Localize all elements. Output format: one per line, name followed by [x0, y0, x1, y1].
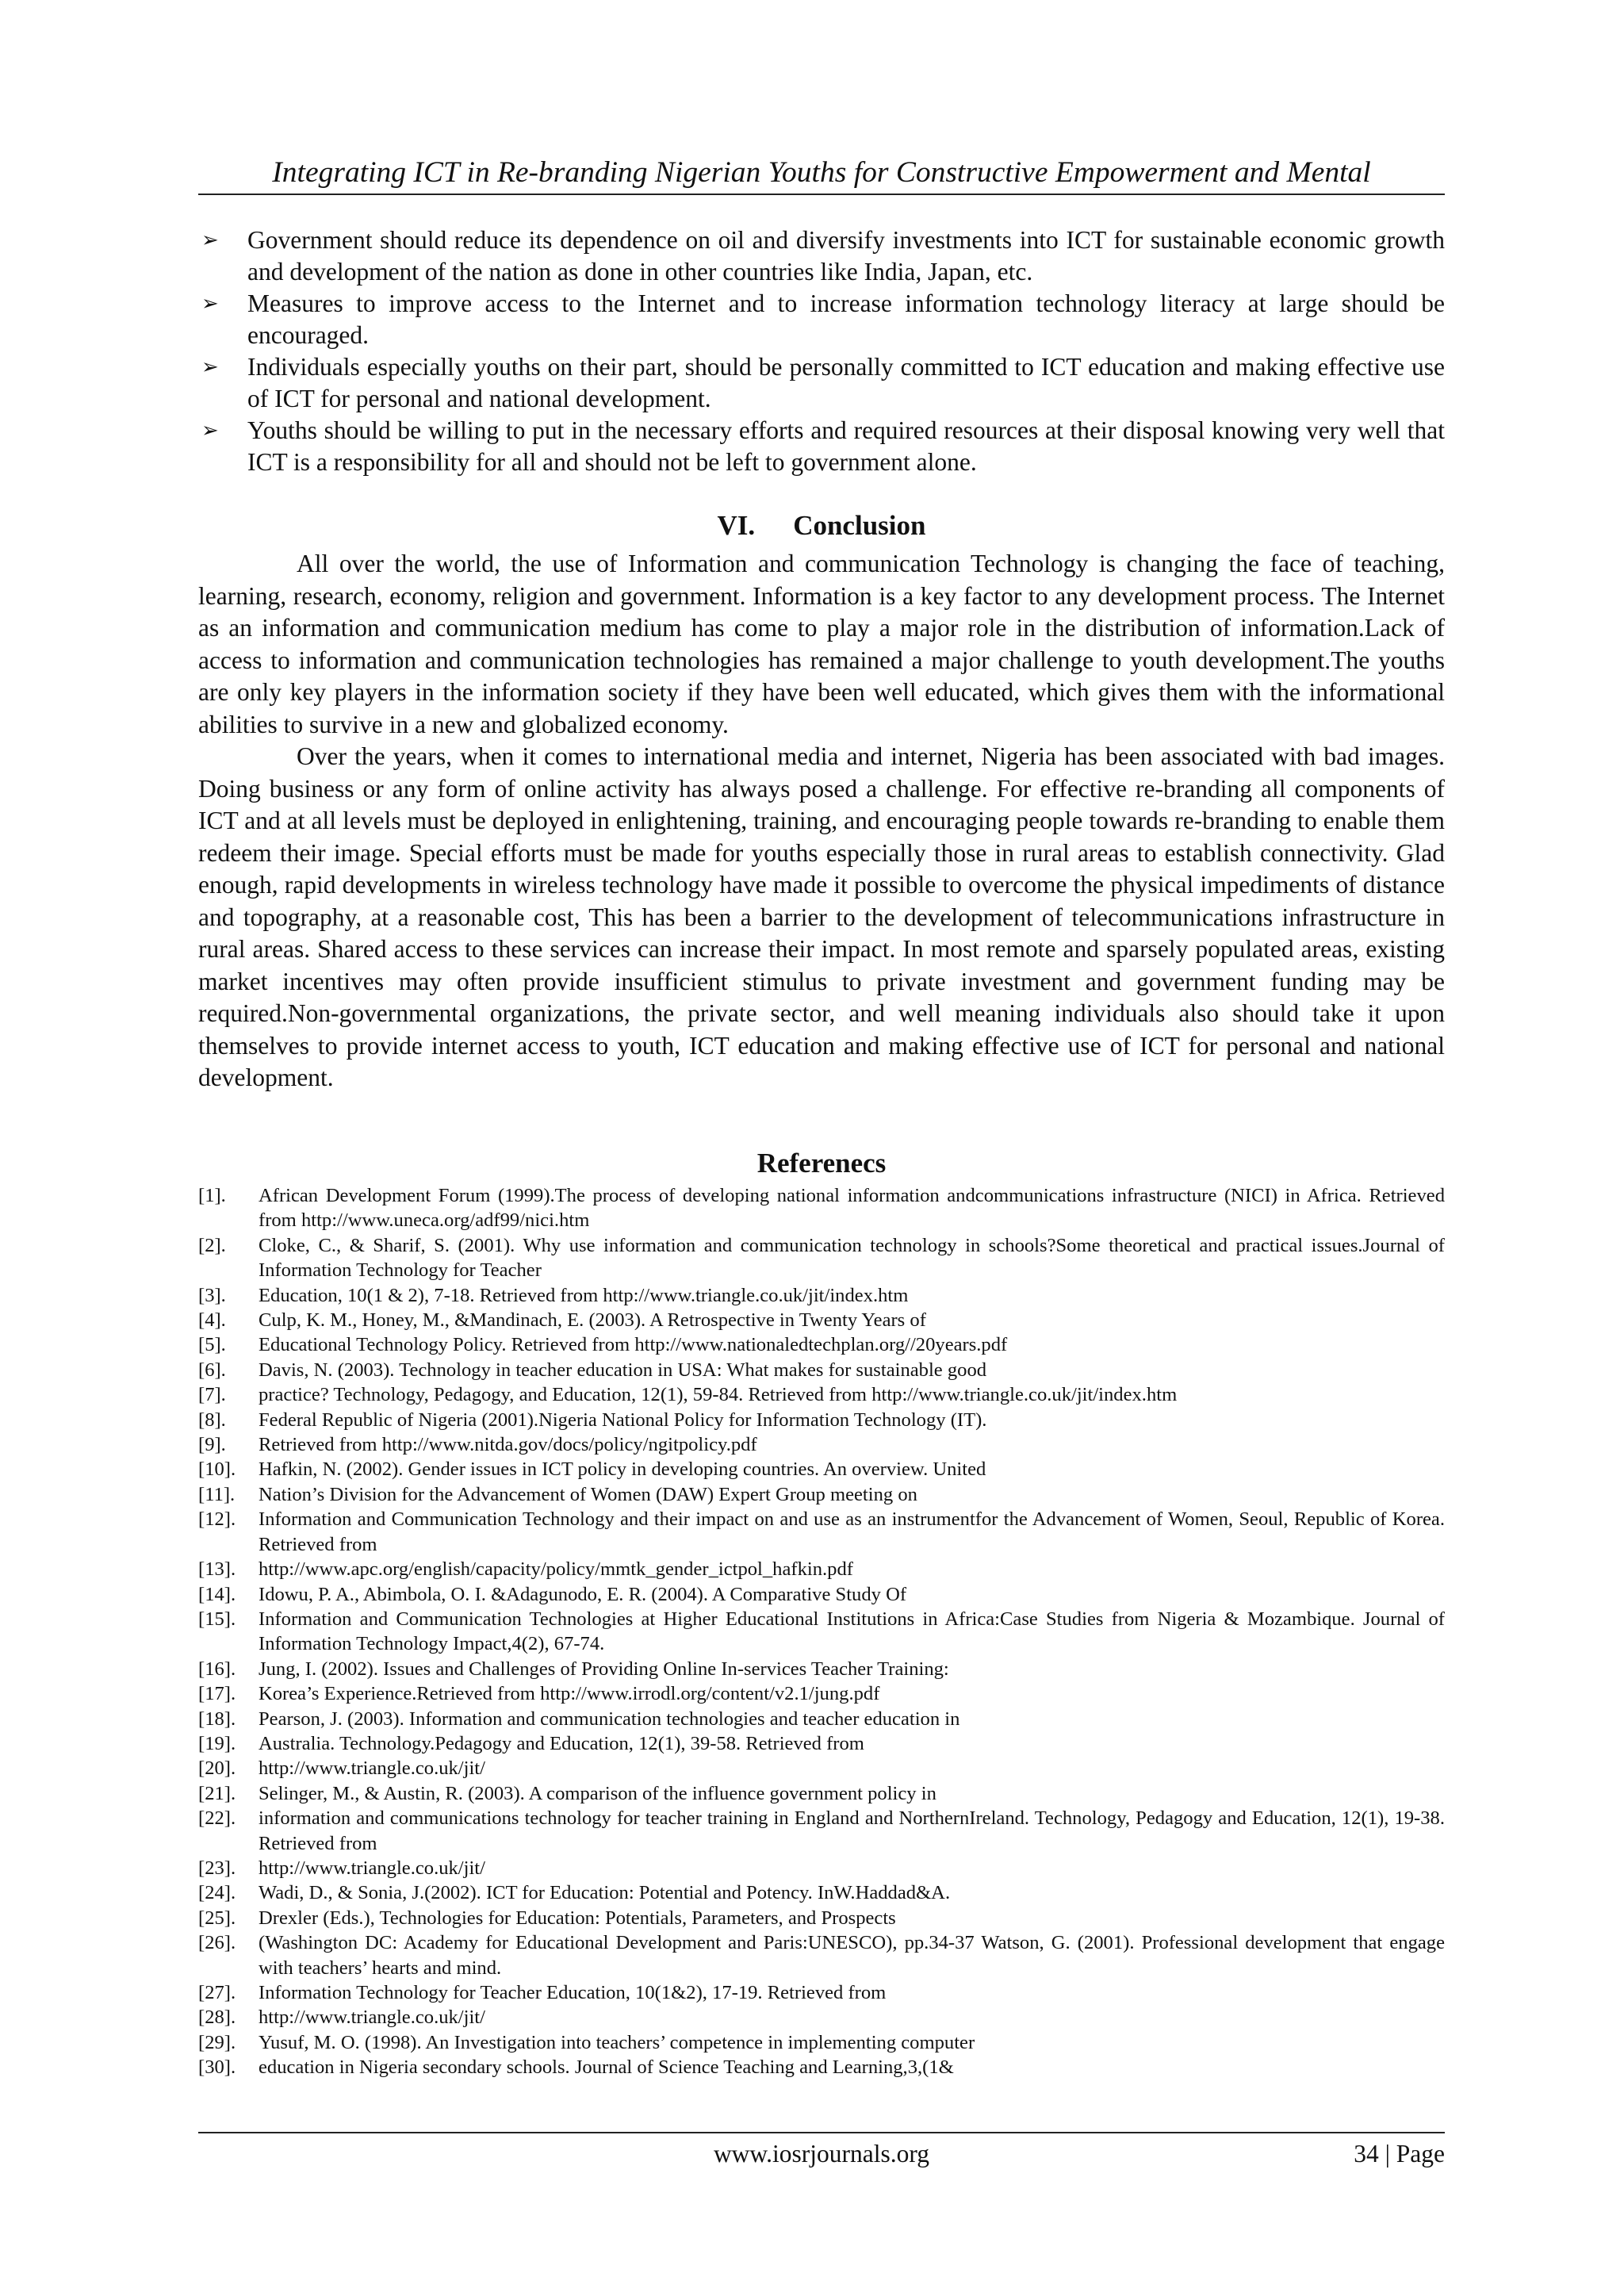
reference-text: Davis, N. (2003). Technology in teacher education in USA: What makes for sustainable good — [259, 1359, 987, 1381]
reference-text: http://www.triangle.co.uk/jit/ — [259, 1757, 485, 1780]
recommendation-item — [198, 415, 1445, 478]
reference-text: Idowu, P. A., Abimbola, O. I. &Adagunodo, E. R. (2004). A Comparative Study Of — [259, 1583, 907, 1605]
arrow-bullet-icon: ➢ — [201, 419, 219, 443]
reference-item — [198, 2055, 1445, 2079]
running-header: Integrating ICT in Re-branding Nigerian Youths for Constructive Empowerment and Mental — [272, 156, 1371, 189]
reference-number: [10]. — [198, 1458, 236, 1481]
reference-item — [198, 1707, 1445, 1731]
reference-text: Culp, K. M., Honey, M., &Mandinach, E. (2003). A Retrospective in Twenty Years of — [259, 1309, 926, 1332]
reference-number: [30]. — [198, 2056, 236, 2079]
reference-item — [198, 1880, 1445, 1905]
reference-text: Education, 10(1 & 2), 7-18. Retrieved from http://www.triangle.co.uk/jit/index.htm — [259, 1284, 909, 1306]
reference-item — [198, 1756, 1445, 1780]
footer-page-number: 34 | Page — [1354, 2140, 1445, 2168]
reference-text: Information Technology for Teacher Education, 10(1&2), 17-19. Retrieved from — [259, 1982, 887, 2003]
reference-number: [15]. — [198, 1608, 236, 1630]
section-number: VI. — [717, 510, 756, 541]
conclusion-paragraph: All over the world, the use of Information and communication Technology is changing the face of teaching, learning, research, economy, religion and government. Information is a key factor to any development process. The Internet as an information and communication medium has come to play a major role in the distribution of information.Lack of access to information and communication technologies has remained a major challenge to youth development.The youths are only key players in the information society if they have been well educated, which gives them with the informational abilities to survive in a new and globalized economy. — [198, 550, 1445, 738]
reference-text: Wadi, D., & Sonia, J.(2002). ICT for Education: Potential and Potency. InW.Haddad&A. — [259, 1882, 951, 1904]
reference-item — [198, 1681, 1445, 1706]
reference-item — [198, 1457, 1445, 1481]
reference-text: practice? Technology, Pedagogy, and Education, 12(1), 59-84. Retrieved from http://www.triangle.co.uk/jit/index.htm — [259, 1384, 1178, 1406]
reference-text: (Washington DC: Academy for Educational Development and Paris:UNESCO), pp.34-37 Watson, G. (2001). Professional development that engage with teachers’ hearts and mind. — [259, 1932, 1445, 1979]
section-title: Conclusion — [793, 510, 926, 541]
references-list — [198, 1183, 1445, 2080]
reference-text: Information and Communication Technology and their impact on and use as an instrumentfor the Advancement of Women, Seoul, Republic of Korea. Retrieved from — [259, 1508, 1445, 1555]
reference-text: Selinger, M., & Austin, R. (2003). A comparison of the influence government policy in — [259, 1782, 936, 1804]
reference-text: http://www.apc.org/english/capacity/policy/mmtk_gender_ictpol_hafkin.pdf — [259, 1558, 853, 1581]
recommendation-text: Youths should be willing to put in the necessary efforts and required resources at their disposal knowing very well that ICT is a responsibility for all and should not be left to government alone. — [247, 416, 1445, 476]
reference-number: [27]. — [198, 1982, 236, 2003]
reference-number: [16]. — [198, 1658, 236, 1680]
reference-number: [1]. — [198, 1185, 226, 1206]
footer-website: www.iosrjournals.org — [713, 2140, 930, 2168]
reference-number: [5]. — [198, 1334, 226, 1356]
recommendation-item — [198, 351, 1445, 415]
reference-item — [198, 1930, 1445, 1980]
reference-item — [198, 1657, 1445, 1681]
reference-number: [8]. — [198, 1409, 226, 1431]
reference-item — [198, 1781, 1445, 1806]
reference-item — [198, 1283, 1445, 1308]
reference-number: [22]. — [198, 1807, 236, 1830]
reference-item — [198, 1856, 1445, 1880]
reference-text: Nation’s Division for the Advancement of Women (DAW) Expert Group meeting on — [259, 1483, 917, 1505]
reference-number: [29]. — [198, 2031, 236, 2053]
reference-item — [198, 1731, 1445, 1756]
reference-item — [198, 1906, 1445, 1930]
reference-item — [198, 1980, 1445, 2005]
recommendation-text: Measures to improve access to the Internet and to increase information technology literacy at large should be encouraged. — [247, 289, 1445, 349]
reference-text: education in Nigeria secondary schools. Journal of Science Teaching and Learning,3,(1& — [259, 2056, 954, 2079]
reference-item — [198, 1482, 1445, 1507]
reference-number: [18]. — [198, 1708, 236, 1730]
reference-item — [198, 1582, 1445, 1607]
footer-rule — [198, 2132, 1445, 2133]
reference-text: http://www.triangle.co.uk/jit/ — [259, 1857, 485, 1879]
conclusion-paragraph: Over the years, when it comes to international media and internet, Nigeria has been associated with bad images. Doing business or any form of online activity has always posed a challenge. For effective re-branding all components of ICT and at all levels must be deployed in enlightening, training, and encouraging people towards re-branding to enable them redeem their image. Special efforts must be made for youths especially those in rural areas to establish connectivity. Glad enough, rapid developments in wireless technology have made it possible to overcome the physical impediments of distance and topography, at a reasonable cost, This has been a barrier to the development of telecommunications infrastructure in rural areas. Shared access to these services can increase their impact. In most remote and sparsely populated areas, existing market incentives may often provide insufficient stimulus to private investment and government funding may be required.Non-governmental organizations, the private sector, and well meaning individuals also should take it upon themselves to provide internet access to youth, ICT education and making effective use of ICT for personal and national development. — [198, 742, 1445, 1091]
reference-number: [23]. — [198, 1857, 236, 1879]
reference-item — [198, 1607, 1445, 1657]
reference-item — [198, 1308, 1445, 1332]
reference-number: [26]. — [198, 1932, 236, 1954]
reference-number: [7]. — [198, 1384, 226, 1406]
reference-text: Cloke, C., & Sharif, S. (2001). Why use information and communication technology in schools?Some theoretical and practical issues.Journal of Information Technology for Teacher — [259, 1234, 1445, 1282]
reference-text: Jung, I. (2002). Issues and Challenges of Providing Online In-services Teacher Training: — [259, 1658, 949, 1680]
reference-number: [12]. — [198, 1508, 236, 1531]
reference-number: [14]. — [198, 1583, 236, 1605]
reference-item — [198, 1806, 1445, 1856]
reference-number: [20]. — [198, 1757, 236, 1780]
reference-text: Educational Technology Policy. Retrieved from http://www.nationaledtechplan.org//20years.pdf — [259, 1334, 1008, 1356]
reference-text: Federal Republic of Nigeria (2001).Nigeria National Policy for Information Technology (IT). — [259, 1409, 987, 1431]
reference-number: [25]. — [198, 1907, 236, 1929]
reference-item — [198, 1233, 1445, 1283]
reference-item — [198, 1332, 1445, 1357]
reference-text: Pearson, J. (2003). Information and communication technologies and teacher education in — [259, 1708, 960, 1730]
reference-number: [21]. — [198, 1782, 236, 1804]
reference-number: [6]. — [198, 1359, 226, 1381]
reference-text: http://www.triangle.co.uk/jit/ — [259, 2007, 485, 2029]
conclusion-body — [198, 548, 1445, 1094]
reference-text: Hafkin, N. (2002). Gender issues in ICT policy in developing countries. An overview. United — [259, 1458, 986, 1481]
reference-number: [9]. — [198, 1434, 226, 1456]
recommendations-list — [198, 224, 1445, 478]
paper-page — [198, 0, 1445, 2296]
reference-item — [198, 2030, 1445, 2055]
reference-text: Australia. Technology.Pedagogy and Education, 12(1), 39-58. Retrieved from — [259, 1732, 864, 1754]
reference-text: information and communications technology for teacher training in England and NorthernIreland. Technology, Pedagogy and Education, 12(1), 19-38. Retrieved from — [259, 1807, 1445, 1854]
reference-number: [11]. — [198, 1483, 236, 1505]
reference-number: [24]. — [198, 1882, 236, 1904]
reference-text: Information and Communication Technologies at Higher Educational Institutions in Africa:Case Studies from Nigeria & Mozambique. Journal of Information Technology Impact,4(2), 67-74. — [259, 1608, 1445, 1655]
reference-item — [198, 2005, 1445, 2030]
arrow-bullet-icon: ➢ — [201, 228, 219, 252]
reference-number: [19]. — [198, 1732, 236, 1754]
reference-item — [198, 1183, 1445, 1233]
reference-text: Drexler (Eds.), Technologies for Education: Potentials, Parameters, and Prospects — [259, 1907, 896, 1929]
recommendation-text: Government should reduce its dependence on oil and diversify investments into ICT for sustainable economic growth and development of the nation as done in other countries like India, Japan, etc. — [247, 226, 1445, 286]
references-heading: Referenecs — [756, 1148, 887, 1179]
conclusion-heading — [198, 508, 1445, 543]
reference-item — [198, 1432, 1445, 1457]
recommendation-item — [198, 288, 1445, 351]
reference-number: [17]. — [198, 1683, 236, 1705]
reference-item — [198, 1408, 1445, 1432]
reference-item — [198, 1507, 1445, 1557]
recommendation-item — [198, 224, 1445, 288]
reference-text: Yusuf, M. O. (1998). An Investigation into teachers’ competence in implementing computer — [259, 2031, 975, 2053]
reference-number: [2]. — [198, 1234, 226, 1256]
reference-number: [13]. — [198, 1558, 236, 1581]
header-rule — [198, 194, 1445, 195]
reference-text: Korea’s Experience.Retrieved from http://www.irrodl.org/content/v2.1/jung.pdf — [259, 1683, 880, 1705]
recommendation-text: Individuals especially youths on their part, should be personally committed to ICT education and making effective use of ICT for personal and national development. — [247, 353, 1445, 412]
reference-item — [198, 1557, 1445, 1581]
reference-item — [198, 1382, 1445, 1407]
arrow-bullet-icon: ➢ — [201, 355, 219, 379]
reference-number: [28]. — [198, 2007, 236, 2029]
reference-item — [198, 1358, 1445, 1382]
reference-text: Retrieved from http://www.nitda.gov/docs/policy/ngitpolicy.pdf — [259, 1434, 757, 1456]
arrow-bullet-icon: ➢ — [201, 292, 219, 316]
reference-number: [4]. — [198, 1309, 226, 1332]
reference-text: African Development Forum (1999).The process of developing national information andcommunications infrastructure (NICI) in Africa. Retrieved from http://www.uneca.org/adf99/nici.htm — [259, 1185, 1445, 1232]
reference-number: [3]. — [198, 1284, 226, 1306]
